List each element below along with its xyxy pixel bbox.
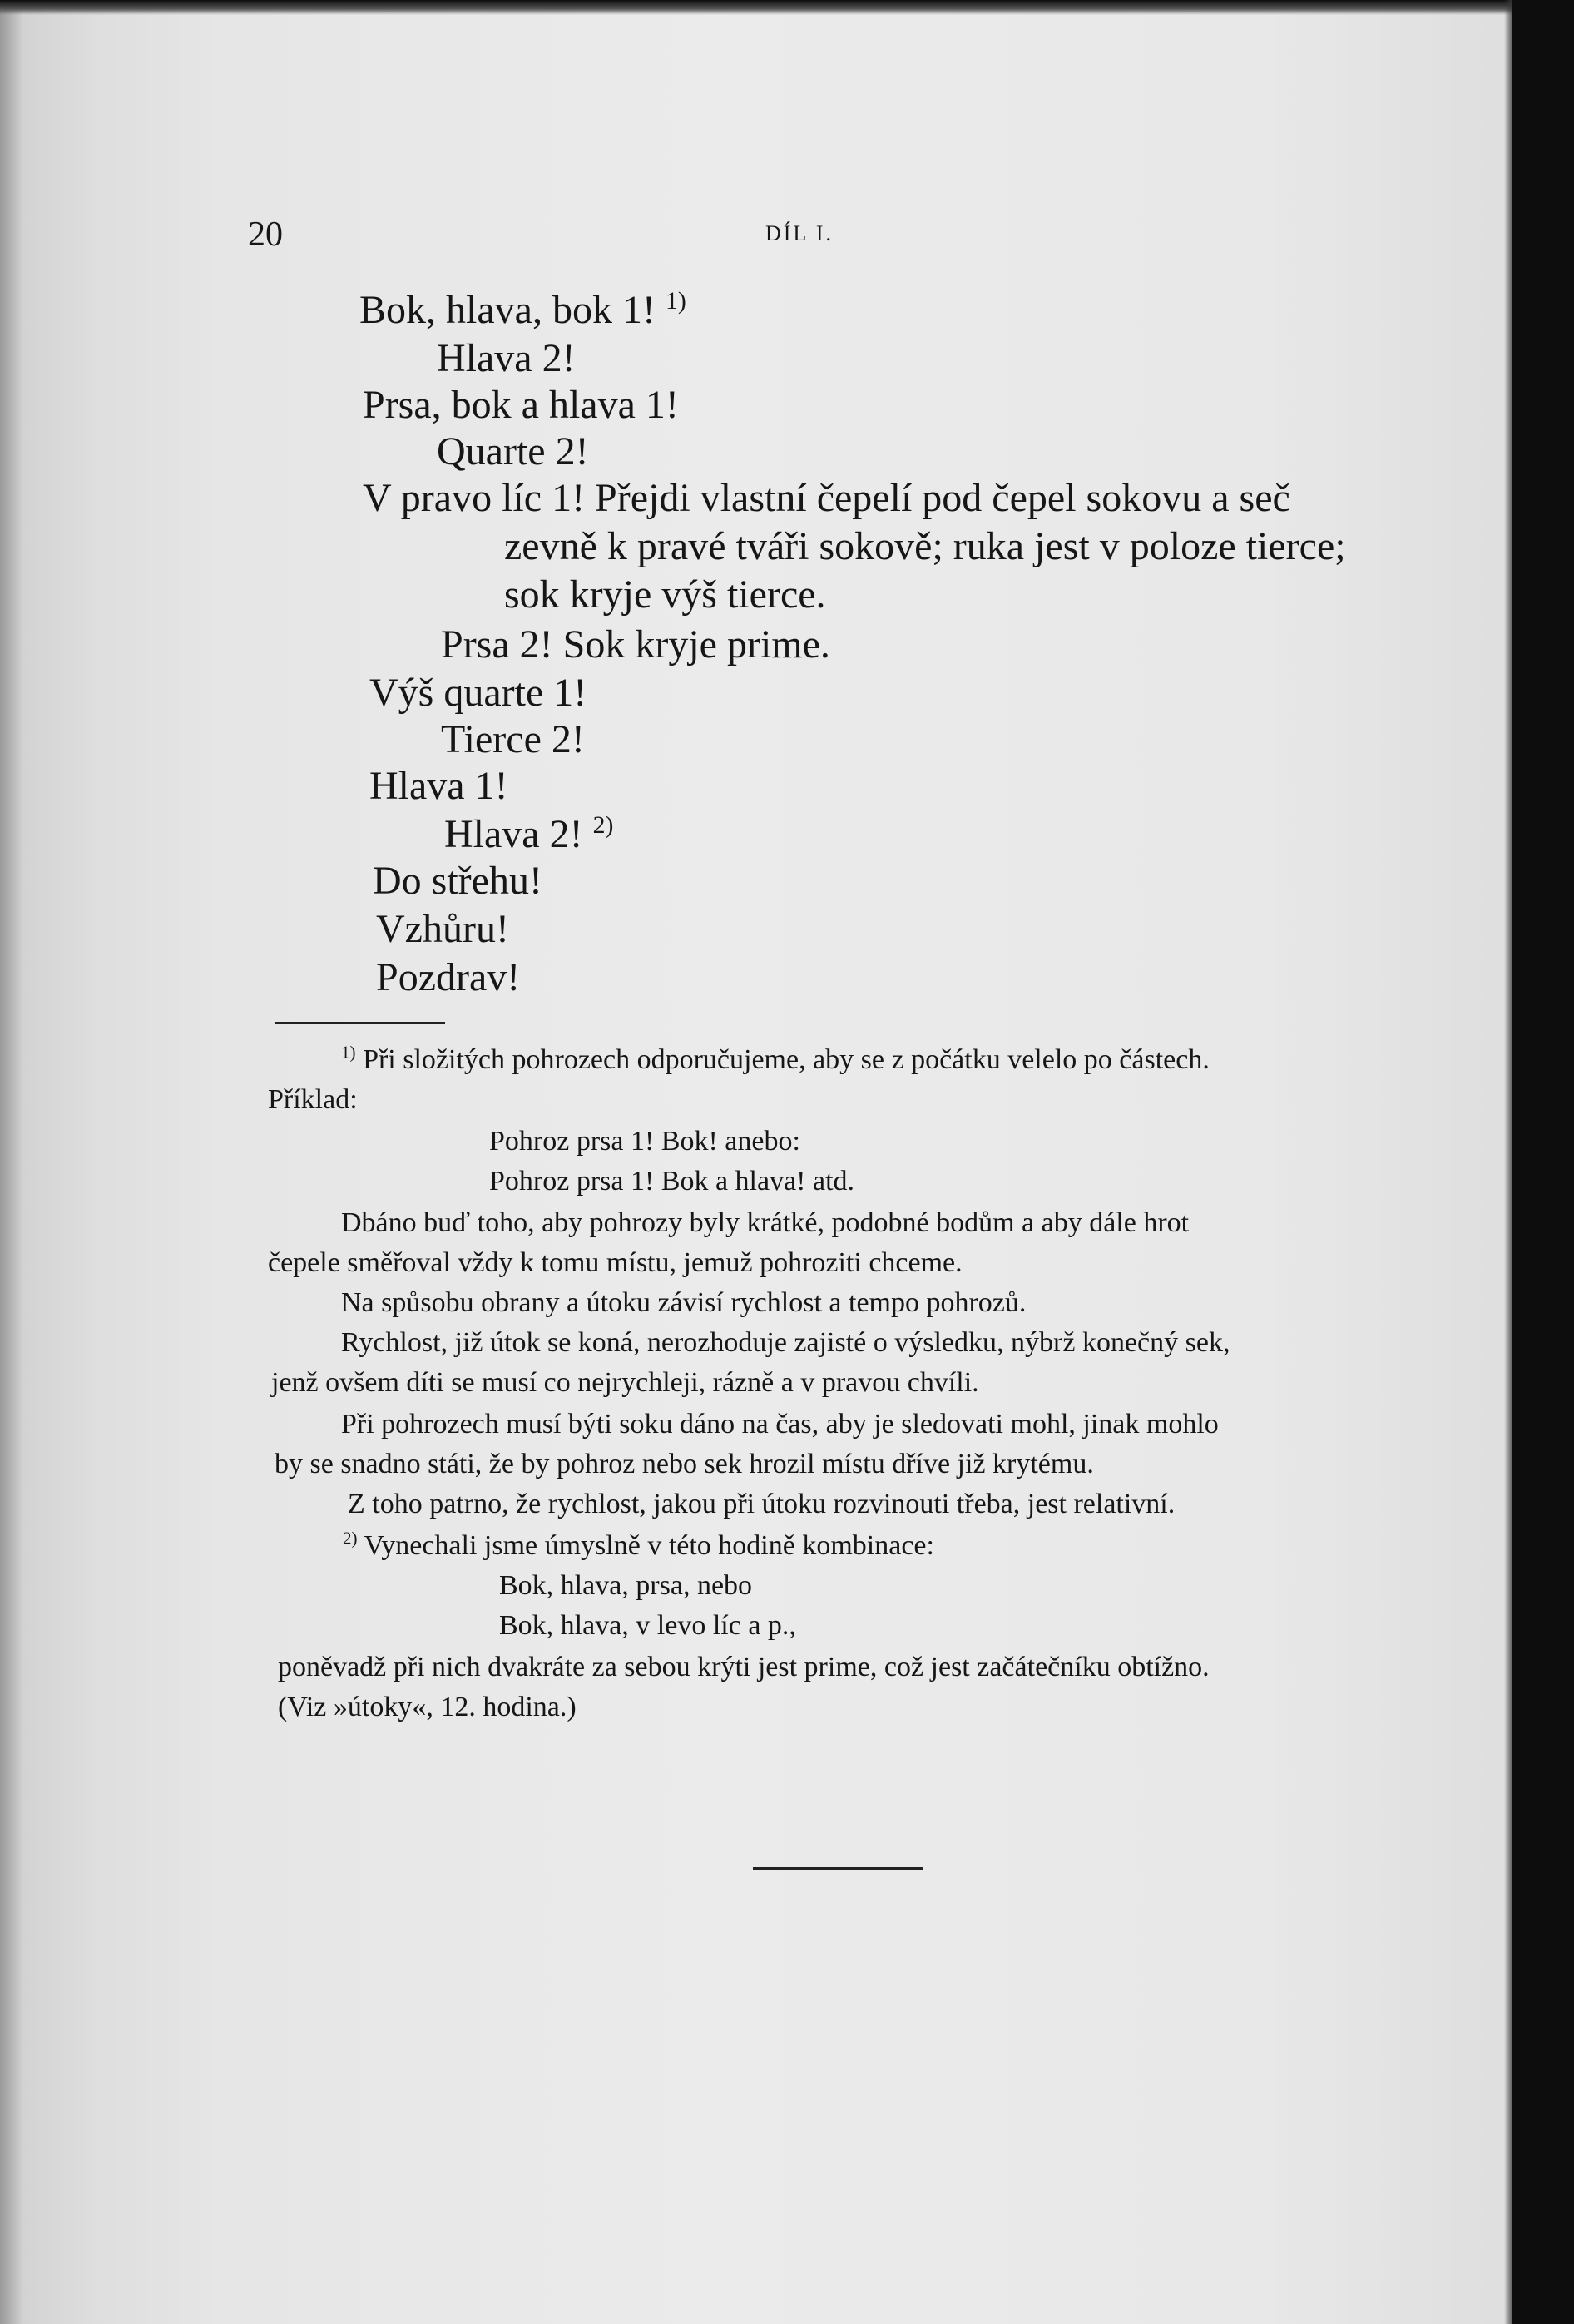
command-line: zevně k pravé tváři sokově; ruka jest v poloze tierce; <box>504 524 1346 568</box>
scan-shadow-left <box>0 0 23 2324</box>
command-line: Bok, hlava, bok 1! $^{1)}$ <box>359 287 686 332</box>
footnote-separator <box>275 1022 445 1024</box>
command-line: Tierce 2! <box>441 717 585 761</box>
footnote-ref: 2) <box>592 811 614 839</box>
scan-edge-top <box>0 0 1574 15</box>
footnote-line: Při pohrozech musí býti soku dáno na čas, aby je sledovati mohl, jinak mohlo <box>341 1409 1219 1439</box>
command-line: Pozdrav! <box>376 955 521 999</box>
footnote-line: Příklad: <box>268 1084 358 1115</box>
command-line: Quarte 2! <box>437 429 589 473</box>
command-line: Vzhůru! <box>376 907 509 951</box>
footnote-line: Rychlost, již útok se koná, nerozhoduje zajisté o výsledku, nýbrž konečný sek, <box>341 1327 1230 1358</box>
footnote-line: $^{2)}$ Vynechali jsme úmyslně v této hodině kombinace: <box>343 1528 934 1561</box>
footnote-line: poněvadž při nich dvakráte za sebou krýti jest prime, což jest začátečníku obtížno. <box>278 1652 1210 1682</box>
command-line: Hlava 1! <box>369 764 508 808</box>
footnote-line: Dbáno buď toho, aby pohrozy byly krátké, podobné bodům a aby dále hrot <box>341 1207 1190 1238</box>
footnote-line: $^{1)}$ Při složitých pohrozech odporučujeme, aby se z počátku velelo po částech. <box>341 1042 1210 1075</box>
footnote-line: Pohroz prsa 1! Bok! anebo: <box>489 1126 800 1157</box>
running-head: DÍL I. <box>765 221 834 245</box>
footnote-line: Pohroz prsa 1! Bok a hlava! atd. <box>489 1166 855 1197</box>
footnote-line: Z toho patrno, že rychlost, jakou při útoku rozvinouti třeba, jest relativní. <box>348 1489 1176 1519</box>
command-line: Do střehu! <box>373 859 542 903</box>
footnote-marker: 2) <box>343 1528 358 1549</box>
command-line: Prsa 2! Sok kryje prime. <box>441 622 830 666</box>
end-rule <box>753 1867 923 1870</box>
command-line: V pravo líc 1! Přejdi vlastní čepelí pod čepel sokovu a seč <box>363 476 1290 520</box>
command-line: sok kryje výš tierce. <box>504 572 826 617</box>
command-line: Prsa, bok a hlava 1! <box>363 383 679 427</box>
footnote-marker: 1) <box>341 1042 356 1063</box>
footnote-line: Na spůsobu obrany a útoku závisí rychlost a tempo pohrozů. <box>341 1287 1027 1318</box>
command-line: Hlava 2! <box>437 336 576 380</box>
footnote-line: čepele směřoval vždy k tomu místu, jemuž pohroziti chceme. <box>268 1247 963 1278</box>
footnote-line: (Viz »útoky«, 12. hodina.) <box>278 1692 577 1722</box>
page-number: 20 <box>248 216 283 254</box>
footnote-line: jenž ovšem díti se musí co nejrychleji, rázně a v pravou chvíli. <box>271 1367 979 1398</box>
footnote-ref: 1) <box>665 287 686 315</box>
footnote-line: Bok, hlava, prsa, nebo <box>499 1570 753 1601</box>
footnote-line: Bok, hlava, v levo líc a p., <box>499 1610 796 1641</box>
command-line: Výš quarte 1! <box>369 671 587 715</box>
command-line: Hlava 2! $^{2)}$ <box>444 811 614 856</box>
scan-edge-right <box>1512 0 1574 2324</box>
footnote-line: by se snadno státi, že by pohroz nebo sek hrozil místu dříve již krytému. <box>275 1449 1094 1479</box>
